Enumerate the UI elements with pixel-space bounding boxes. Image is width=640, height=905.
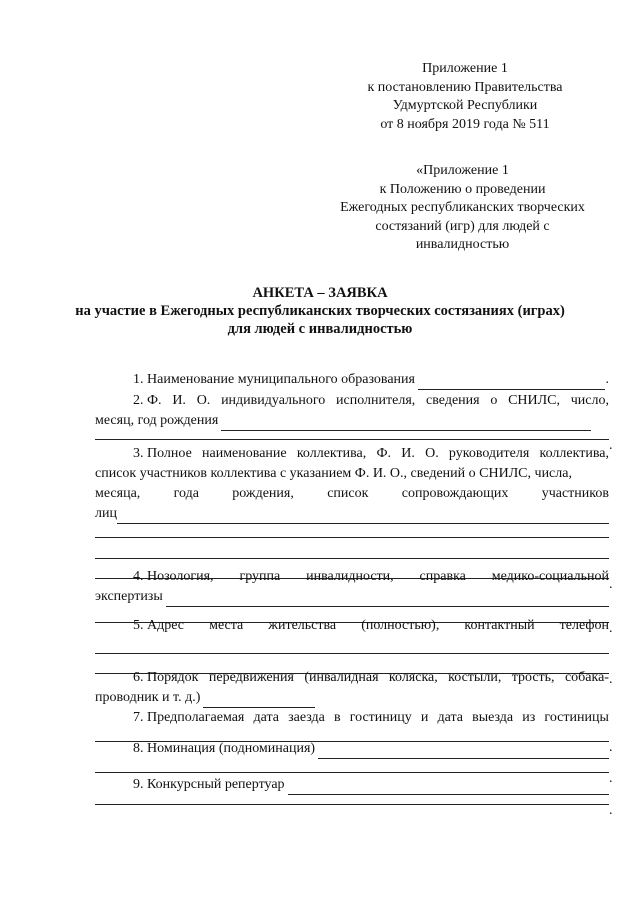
word: о <box>490 393 498 408</box>
word: СНИЛС, <box>508 393 560 408</box>
word: группа <box>239 569 281 584</box>
address-input-line[interactable] <box>95 653 609 654</box>
word: справка <box>419 569 466 584</box>
mobility-input-line[interactable] <box>203 693 315 708</box>
word: в <box>333 710 341 725</box>
word: О. <box>196 393 211 408</box>
field-label: лиц <box>95 506 117 521</box>
field-collective-line1 <box>95 444 609 464</box>
word: (полностью), <box>361 618 440 633</box>
word: трость, <box>511 670 555 685</box>
nomination-input-line[interactable] <box>318 744 609 759</box>
performer-input-line[interactable] <box>95 439 609 440</box>
word: исполнителя, <box>336 393 416 408</box>
field-label: месяц, год рождения <box>95 413 219 428</box>
field-label: проводник и т. д.) <box>95 690 201 705</box>
field-performer-line2 <box>95 411 609 431</box>
nosology-input-line[interactable] <box>166 592 609 607</box>
period: . <box>609 577 613 592</box>
period: . <box>609 771 613 786</box>
word: из <box>522 710 536 725</box>
appendix-line: Приложение 1 <box>422 61 508 76</box>
word: жительства <box>268 618 337 633</box>
word: коляска, <box>388 670 438 685</box>
form-title <box>60 284 580 338</box>
period: . <box>609 672 613 687</box>
field-label: 1. Наименование муниципального образования <box>133 372 415 387</box>
word: участников <box>541 486 609 501</box>
appendix-line: от 8 ноября 2019 года № 511 <box>380 116 550 132</box>
word: собака- <box>564 670 609 685</box>
word: телефон <box>559 618 609 633</box>
field-collective-line3 <box>95 484 609 504</box>
field-label: список участников коллектива с указанием Ф. И. О., сведений о СНИЛС, числа, <box>95 466 572 481</box>
word: индивидуального <box>221 393 326 408</box>
word: дата <box>253 710 279 725</box>
word: руководителя <box>448 446 530 461</box>
word: И. <box>401 446 415 461</box>
field-label: 9. Конкурсный репертуар <box>133 777 285 792</box>
collective-input-line[interactable] <box>95 558 609 559</box>
appendix-line: Удмуртской Республики <box>392 98 538 113</box>
word: список <box>327 486 369 501</box>
appendix-line: состязаний (игр) для людей с <box>375 218 550 234</box>
field-municipality <box>95 370 609 390</box>
period: . <box>609 740 613 755</box>
word: месяца, <box>95 486 141 501</box>
word: медико-социальной <box>491 569 609 584</box>
appendix-line: к постановлению Правительства <box>367 79 563 95</box>
period: . <box>609 438 613 453</box>
word: коллектива, <box>296 446 367 461</box>
appendix-line: к Положению о проведении <box>379 181 546 197</box>
word: 4. Нозология, <box>133 569 214 584</box>
nomination-input-line[interactable] <box>95 772 609 773</box>
word: коллектива, <box>539 446 609 461</box>
word: дата <box>437 710 463 725</box>
form-heading: АНКЕТА – ЗАЯВКА <box>252 285 388 301</box>
word: контактный <box>464 618 535 633</box>
field-mobility-line1 <box>95 668 609 688</box>
word: заезда <box>288 710 325 725</box>
field-label: экспертизы <box>95 589 163 604</box>
municipality-input-line[interactable] <box>418 375 605 390</box>
word: О. <box>425 446 439 461</box>
word: (инвалидная <box>304 670 379 685</box>
period: . <box>605 372 609 387</box>
collective-input-line[interactable] <box>95 537 609 538</box>
word: 6. Порядок <box>133 670 199 685</box>
field-label: 8. Номинация (подноминация) <box>133 741 316 756</box>
word: инвалидности, <box>306 569 394 584</box>
word: и <box>420 710 429 725</box>
repertoire-input-line[interactable] <box>95 804 609 805</box>
word: сопровождающих <box>401 486 509 501</box>
word: сведения <box>426 393 480 408</box>
field-collective-line2 <box>95 464 609 484</box>
word: наименование <box>202 446 287 461</box>
appendix-line: Ежегодных республиканских творческих <box>340 200 585 215</box>
appendix-line: инвалидностью <box>415 237 510 252</box>
word: костыли, <box>448 670 502 685</box>
word: 7. Предполагаемая <box>133 710 245 725</box>
word: выезда <box>472 710 514 725</box>
field-repertoire <box>95 775 609 795</box>
word: И. <box>172 393 186 408</box>
field-collective-line4 <box>95 504 609 524</box>
field-nosology-line2 <box>95 587 609 607</box>
word: места <box>209 618 244 633</box>
appendix-line: «Приложение 1 <box>416 163 509 178</box>
field-mobility-line2 <box>95 688 609 708</box>
form-subtitle: на участие в Ежегодных республиканских творческих состязаниях (играх) <box>75 303 565 319</box>
word: Ф. <box>376 446 392 461</box>
word: передвижения <box>208 670 294 685</box>
appendix-header <box>330 60 600 134</box>
word: 3. Полное <box>133 446 192 461</box>
period: . <box>609 803 613 818</box>
word: года <box>173 486 199 501</box>
appendix-subheader <box>320 162 605 255</box>
word: число, <box>570 393 609 408</box>
repertoire-input-line[interactable] <box>288 780 609 795</box>
field-address-line1 <box>95 616 609 636</box>
word: гостиницы <box>544 710 609 725</box>
performer-input-line[interactable] <box>221 416 591 431</box>
word: 5. Адрес <box>133 618 185 633</box>
collective-input-line[interactable] <box>117 509 609 524</box>
word: гостиницу <box>349 710 412 725</box>
form-subtitle: для людей с инвалидностью <box>227 321 413 337</box>
field-dates-line1 <box>95 708 609 728</box>
field-nosology-line1 <box>95 567 609 587</box>
period: . <box>609 621 613 636</box>
word: 2. Ф. <box>133 393 162 408</box>
field-performer-line1 <box>95 391 609 411</box>
field-nomination <box>95 739 609 759</box>
word: рождения, <box>232 486 294 501</box>
